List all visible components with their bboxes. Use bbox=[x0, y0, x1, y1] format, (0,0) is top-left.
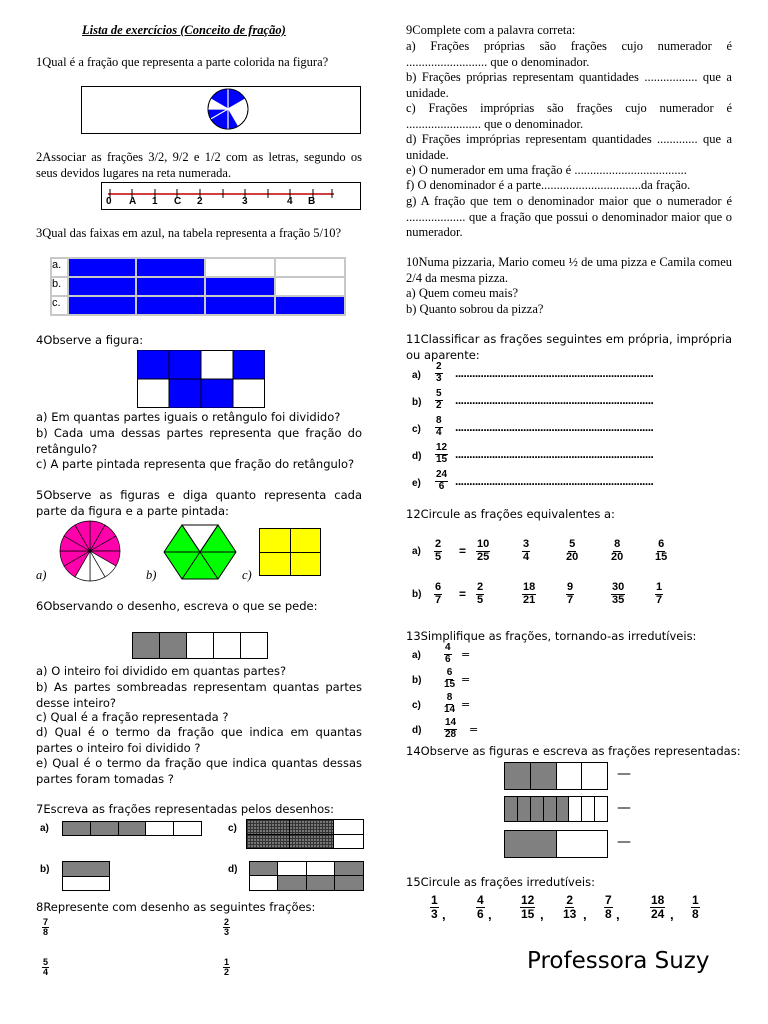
q15-comma: , bbox=[442, 907, 446, 922]
q13-text: 13Simplifique as frações, tornando-as irredutíveis: bbox=[406, 629, 697, 643]
q6-item-c: c) Qual é a fração representada ? bbox=[36, 710, 229, 724]
q7d-grid bbox=[249, 861, 364, 891]
q11-answer-dots: ...................................................................... bbox=[455, 420, 654, 434]
q13-label: d) bbox=[412, 725, 422, 736]
q6-cell bbox=[241, 633, 267, 658]
q7c-box bbox=[246, 819, 364, 849]
q4-text: 4Observe a figura: bbox=[36, 333, 144, 347]
q13-label: b) bbox=[412, 675, 422, 686]
q3-cell bbox=[276, 297, 344, 314]
q4-item-a: a) Em quantas partes iguais o retângulo foi dividido? bbox=[36, 410, 341, 424]
q2-number-line bbox=[102, 183, 360, 209]
q2-tick-b: B bbox=[308, 196, 316, 207]
q13-fraction: $\frac{8}{14}$ bbox=[444, 692, 456, 715]
q13-equals: = bbox=[461, 648, 471, 661]
q2-number-line-box bbox=[101, 182, 361, 210]
q12-option-fraction: $\frac{3}{4}$ bbox=[523, 538, 530, 563]
q13-label: c) bbox=[412, 700, 421, 711]
q12-option-fraction: $\frac{5}{20}$ bbox=[566, 538, 579, 563]
q3-cell bbox=[276, 259, 344, 276]
q6-cell bbox=[214, 633, 241, 658]
q2-tick-2: 2 bbox=[197, 196, 203, 207]
q14-bar-1 bbox=[504, 762, 608, 790]
q3-cell bbox=[69, 259, 135, 276]
q3-cell bbox=[206, 278, 274, 295]
q15-comma: , bbox=[616, 907, 620, 922]
q7-label-d: d) bbox=[228, 864, 238, 875]
q9-item-a: a) Frações próprias são frações cujo numerador é .......................... que o denominador. bbox=[406, 39, 732, 69]
q11-label: a) bbox=[412, 370, 421, 381]
q5-label-a: a) bbox=[36, 568, 47, 582]
q6-cell bbox=[160, 633, 187, 658]
q9-item-f: f) O denominador é a parte................................da fração. bbox=[406, 178, 691, 192]
q15-comma: , bbox=[583, 907, 587, 922]
q12-text: 12Circule as frações equivalentes a: bbox=[406, 507, 615, 521]
q12-option-fraction: $\frac{6}{15}$ bbox=[655, 538, 668, 563]
q12-label: a) bbox=[412, 546, 421, 557]
q6-item-e: e) Qual é o termo da fração que indica quantas dessas partes foram tomadas ? bbox=[36, 756, 362, 786]
q12-base-fraction: $\frac{6}{7}$ bbox=[435, 581, 442, 606]
q12-option-fraction: $\frac{1}{7}$ bbox=[656, 581, 663, 606]
q15-fraction: $\frac{4}{6}$ bbox=[477, 893, 484, 921]
q12-option-fraction: $\frac{9}{7}$ bbox=[567, 581, 574, 606]
q15-fraction: $\frac{1}{8}$ bbox=[692, 893, 699, 921]
q3-cell bbox=[206, 297, 274, 314]
q15-comma: , bbox=[540, 907, 544, 922]
q2-tick-0: 0 bbox=[106, 196, 112, 207]
q8-fraction-1-2: $\frac{1}{2}$ bbox=[224, 957, 230, 978]
q13-equals: = bbox=[469, 723, 479, 736]
q15-fraction: $\frac{2}{13}$ bbox=[563, 893, 577, 921]
q7-text: 7Escreva as frações representadas pelos desenhos: bbox=[36, 802, 335, 816]
q11-label: c) bbox=[412, 424, 421, 435]
q15-fraction: $\frac{7}{8}$ bbox=[605, 893, 612, 921]
q11-label: b) bbox=[412, 397, 422, 408]
q11-answer-dots: ...................................................................... bbox=[455, 393, 654, 407]
q13-fraction: $\frac{6}{15}$ bbox=[444, 667, 456, 690]
q9-item-b: b) Frações próprias representam quantidades ................. que a unidade. bbox=[406, 70, 732, 100]
q11-answer-dots: ...................................................................... bbox=[455, 366, 654, 380]
q12-option-fraction: $\frac{8}{20}$ bbox=[611, 538, 624, 563]
q12-equals: = bbox=[459, 587, 467, 601]
q8-fraction-5-4: $\frac{5}{4}$ bbox=[43, 957, 49, 978]
q3-cell bbox=[137, 297, 204, 314]
q3-cell bbox=[69, 278, 135, 295]
q13-equals: = bbox=[461, 698, 471, 711]
q1-figure-box bbox=[81, 86, 361, 134]
q10-text: 10Numa pizzaria, Mario comeu ½ de uma pizza e Camila comeu 2/4 da mesma pizza. bbox=[406, 255, 732, 285]
q11-answer-dots: ...................................................................... bbox=[455, 474, 654, 488]
q9-item-c: c) Frações impróprias são frações cujo numerador é ........................ que o denominador. bbox=[406, 101, 732, 131]
q9-item-d: d) Frações impróprias representam quantidades ............. que a unidade. bbox=[406, 132, 732, 162]
q12-option-fraction: $\frac{18}{21}$ bbox=[523, 581, 536, 606]
signature: Professora Suzy bbox=[527, 948, 710, 974]
q9-item-g: g) A fração que tem o denominador maior que o numerador é ................... que a fração que possui o denominador maior que o numerador. bbox=[406, 194, 732, 239]
q11-label: d) bbox=[412, 451, 422, 462]
q14-bar-2 bbox=[504, 796, 608, 822]
q15-fraction: $\frac{12}{15}$ bbox=[521, 893, 535, 921]
q11-fraction: $\frac{24}{6}$ bbox=[436, 469, 448, 492]
q15-fraction: $\frac{18}{24}$ bbox=[651, 893, 665, 921]
q6-bar bbox=[132, 632, 268, 659]
q6-cell bbox=[133, 633, 160, 658]
q11-fraction: $\frac{8}{4}$ bbox=[436, 415, 442, 438]
q14-answer-line-3: — bbox=[617, 834, 631, 850]
q11-fraction: $\frac{12}{15}$ bbox=[436, 442, 448, 465]
q7-label-a: a) bbox=[40, 823, 49, 834]
q9-item-e: e) O numerador em uma fração é .................................... bbox=[406, 163, 687, 177]
q5-green-hexagon bbox=[163, 524, 237, 582]
q5-pink-circle bbox=[52, 520, 128, 582]
q13-fraction: $\frac{14}{28}$ bbox=[445, 717, 457, 740]
q11-label: e) bbox=[412, 478, 421, 489]
q6-text: 6Observando o desenho, escreva o que se pede: bbox=[36, 599, 318, 613]
q6-item-d: d) Qual é o termo da fração que indica em quantas partes o inteiro foi dividido ? bbox=[36, 725, 362, 755]
q2-tick-c: C bbox=[174, 196, 182, 207]
q15-comma: , bbox=[670, 907, 674, 922]
q1-pie-chart bbox=[81, 86, 361, 134]
q3-table bbox=[50, 257, 346, 316]
q3-cell bbox=[137, 278, 204, 295]
q6-item-b: b) As partes sombreadas representam quantas partes desse inteiro? bbox=[36, 680, 362, 710]
q3-text: 3Qual das faixas em azul, na tabela representa a fração 5/10? bbox=[36, 226, 342, 240]
q4-grid-figure bbox=[137, 350, 265, 408]
q6-item-a: a) O inteiro foi dividido em quantas partes? bbox=[36, 664, 287, 678]
q5-label-c: c) bbox=[242, 568, 252, 582]
q12-option-fraction: $\frac{2}{5}$ bbox=[477, 581, 484, 606]
q13-fraction: $\frac{4}{6}$ bbox=[445, 642, 451, 665]
q5-label-b: b) bbox=[146, 568, 157, 582]
q4-item-b: b) Cada uma dessas partes representa que fração do retângulo? bbox=[36, 426, 362, 456]
q12-label: b) bbox=[412, 589, 422, 600]
q8-fraction-7-8: $\frac{7}{8}$ bbox=[43, 917, 49, 938]
q2-tick-3: 3 bbox=[242, 196, 248, 207]
q10-item-b: b) Quanto sobrou da pizza? bbox=[406, 302, 544, 316]
q3-row-label-b: b. bbox=[52, 278, 67, 295]
q1-text: 1Qual é a fração que representa a parte colorida na figura? bbox=[36, 55, 329, 69]
q11-answer-dots: ...................................................................... bbox=[455, 447, 654, 461]
q3-row-label-a: a. bbox=[52, 259, 67, 276]
q3-cell bbox=[206, 259, 274, 276]
q2-text: 2Associar as frações 3/2, 9/2 e 1/2 com as letras, segundo os seus devidos lugares na reta numerada. bbox=[36, 150, 362, 180]
q10-item-a: a) Quem comeu mais? bbox=[406, 286, 519, 300]
q4-item-c: c) A parte pintada representa que fração do retângulo? bbox=[36, 457, 355, 471]
q7-label-c: c) bbox=[228, 823, 237, 834]
q5-text: 5Observe as figuras e diga quanto representa cada parte da figura e a parte pintada: bbox=[36, 488, 362, 518]
q13-label: a) bbox=[412, 650, 421, 661]
q9-text: 9Complete com a palavra correta: bbox=[406, 23, 576, 37]
q2-tick-4: 4 bbox=[287, 196, 293, 207]
q12-option-fraction: $\frac{10}{25}$ bbox=[477, 538, 490, 563]
q12-equals: = bbox=[459, 544, 467, 558]
q4-grid bbox=[137, 350, 265, 408]
q15-comma: , bbox=[488, 907, 492, 922]
q8-text: 8Represente com desenho as seguintes frações: bbox=[36, 900, 316, 914]
q5-yellow-square bbox=[259, 528, 321, 576]
q3-row-label-c: c. bbox=[52, 297, 67, 314]
q2-tick-1: 1 bbox=[152, 196, 158, 207]
q2-tick-a: A bbox=[129, 196, 137, 207]
q14-text: 14Observe as figuras e escreva as frações representadas: bbox=[406, 744, 741, 758]
q15-text: 15Circule as frações irredutíveis: bbox=[406, 875, 595, 889]
q8-fraction-2-3: $\frac{2}{3}$ bbox=[224, 917, 230, 938]
q3-cell bbox=[137, 259, 204, 276]
q12-base-fraction: $\frac{2}{5}$ bbox=[435, 538, 442, 563]
q11-fraction: $\frac{2}{3}$ bbox=[436, 361, 442, 384]
page-title: Lista de exercícios (Conceito de fração) bbox=[82, 23, 286, 37]
q11-text: 11Classificar as frações seguintes em própria, imprópria ou aparente: bbox=[406, 332, 732, 362]
q13-equals: = bbox=[461, 673, 471, 686]
q14-answer-line-2: — bbox=[617, 800, 631, 816]
q11-fraction: $\frac{5}{2}$ bbox=[436, 388, 442, 411]
q14-answer-line-1: — bbox=[617, 766, 631, 782]
q3-cell bbox=[276, 278, 344, 295]
q7b-box bbox=[62, 861, 110, 891]
q6-cell bbox=[187, 633, 214, 658]
q14-bar-3 bbox=[504, 830, 608, 858]
q7-label-b: b) bbox=[40, 864, 50, 875]
q7a-bar bbox=[62, 821, 202, 836]
q3-cell bbox=[69, 297, 135, 314]
q15-fraction: $\frac{1}{3}$ bbox=[431, 893, 438, 921]
q12-option-fraction: $\frac{30}{35}$ bbox=[612, 581, 625, 606]
